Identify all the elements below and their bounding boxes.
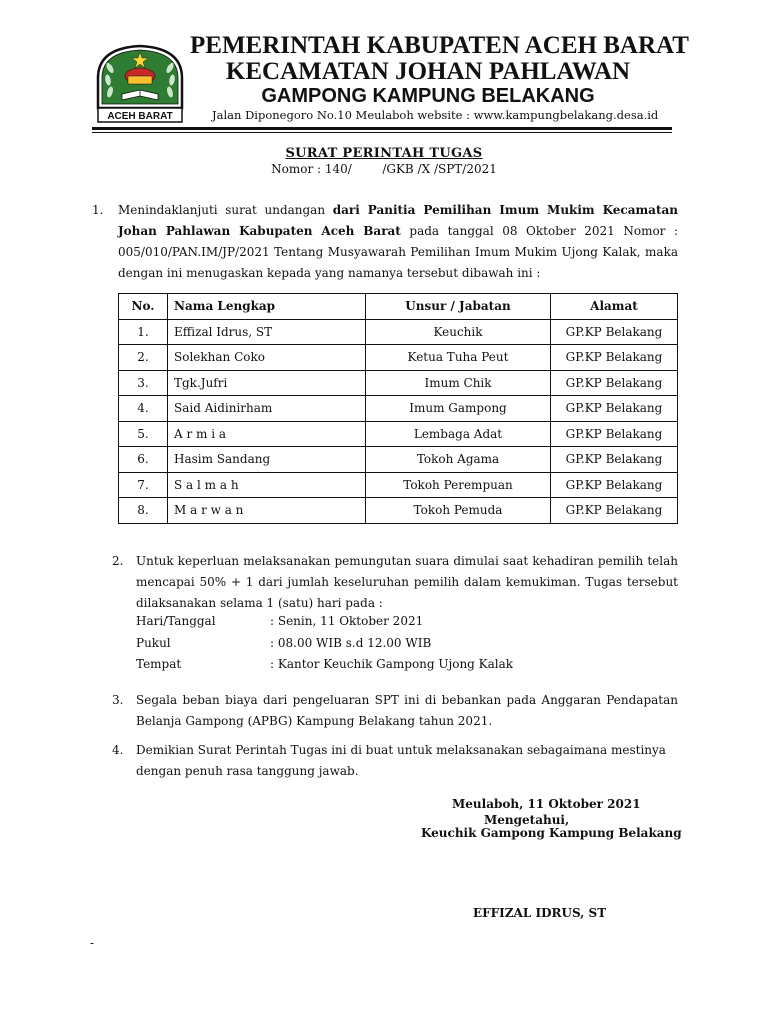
cell-address: GP.KP Belakang bbox=[551, 472, 678, 498]
table-row bbox=[119, 472, 678, 498]
paragraph-1-intro: Menindaklanjuti surat undangan bbox=[118, 203, 333, 217]
paragraph-3: Segala beban biaya dari pengeluaran SPT ini di bebankan pada Anggaran Pendapatan Belanja Gampong (APBG) Kampung Belakang tahun 2021. bbox=[136, 693, 678, 728]
header-rule-thin bbox=[92, 132, 672, 133]
cell-role: Tokoh Perempuan bbox=[366, 472, 551, 498]
cell-no: 6. bbox=[119, 447, 168, 473]
item-number-2: 2. bbox=[112, 554, 124, 568]
col-header-role: Unsur / Jabatan bbox=[366, 294, 551, 320]
cell-name: S a l m a h bbox=[168, 472, 366, 498]
table-header-row bbox=[119, 294, 678, 320]
cell-role: Imum Chik bbox=[366, 370, 551, 396]
signature-known: Mengetahui, bbox=[484, 813, 570, 827]
header-line-1: PEMERINTAH KABUPATEN ACEH BARAT bbox=[190, 32, 689, 59]
paragraph-1-rest: pada tanggal 08 Oktober 2021 Nomor : 005/010/PAN.IM/JP/2021 Tentang Musyawarah Pemilihan Imum Mukim Ujong Kalak, maka dengan ini menugaskan kepada yang namanya tersebut dibawah ini : bbox=[118, 224, 678, 280]
cell-name: Tgk.Jufri bbox=[168, 370, 366, 396]
cell-no: 5. bbox=[119, 421, 168, 447]
letter-title: SURAT PERINTAH TUGAS bbox=[285, 146, 483, 161]
cell-address: GP.KP Belakang bbox=[551, 421, 678, 447]
signature-position: Keuchik Gampong Kampung Belakang bbox=[421, 826, 682, 840]
item-number-3: 3. bbox=[112, 693, 124, 707]
cell-address: GP.KP Belakang bbox=[551, 370, 678, 396]
cell-name: M a r w a n bbox=[168, 498, 366, 524]
cell-name: Effizal Idrus, ST bbox=[168, 319, 366, 345]
cell-role: Ketua Tuha Peut bbox=[366, 345, 551, 371]
cell-no: 4. bbox=[119, 396, 168, 422]
cell-role: Lembaga Adat bbox=[366, 421, 551, 447]
col-header-no: No. bbox=[119, 294, 168, 320]
cell-no: 3. bbox=[119, 370, 168, 396]
schedule-place-label: Tempat bbox=[136, 657, 182, 671]
table-row bbox=[119, 370, 678, 396]
cell-role: Tokoh Pemuda bbox=[366, 498, 551, 524]
cell-name: A r m i a bbox=[168, 421, 366, 447]
schedule-day-value: : Senin, 11 Oktober 2021 bbox=[270, 614, 424, 628]
aceh-barat-logo bbox=[92, 38, 188, 124]
table-row bbox=[119, 447, 678, 473]
cell-address: GP.KP Belakang bbox=[551, 345, 678, 371]
schedule-day-label: Hari/Tanggal bbox=[136, 614, 216, 628]
schedule-place-value: : Kantor Keuchik Gampong Ujong Kalak bbox=[270, 657, 514, 671]
cell-no: 1. bbox=[119, 319, 168, 345]
cell-address: GP.KP Belakang bbox=[551, 447, 678, 473]
cell-no: 8. bbox=[119, 498, 168, 524]
footer-mark: - bbox=[90, 936, 95, 950]
cell-role: Imum Gampong bbox=[366, 396, 551, 422]
cell-name: Said Aidinirham bbox=[168, 396, 366, 422]
cell-role: Keuchik bbox=[366, 319, 551, 345]
assignment-table bbox=[118, 293, 678, 524]
signature-place-date: Meulaboh, 11 Oktober 2021 bbox=[452, 797, 641, 811]
schedule-time-value: : 08.00 WIB s.d 12.00 WIB bbox=[270, 636, 432, 650]
table-row bbox=[119, 498, 678, 524]
cell-role: Tokoh Agama bbox=[366, 447, 551, 473]
paragraph-1 bbox=[118, 200, 678, 284]
paragraph-1-bold: dari Panitia Pemilihan Imum Mukim Kecamatan Johan Pahlawan Kabupaten Aceh Barat bbox=[118, 203, 678, 238]
cell-name: Solekhan Coko bbox=[168, 345, 366, 371]
table-row bbox=[119, 421, 678, 447]
schedule-time-label: Pukul bbox=[136, 636, 171, 650]
header-line-3: GAMPONG KAMPUNG BELAKANG bbox=[261, 85, 595, 107]
cell-no: 7. bbox=[119, 472, 168, 498]
paragraph-4: Demikian Surat Perintah Tugas ini di buat untuk melaksanakan sebagaimana mestinya dengan penuh rasa tanggung jawab. bbox=[136, 743, 666, 778]
table-row bbox=[119, 396, 678, 422]
signature-name: EFFIZAL IDRUS, ST bbox=[473, 906, 607, 920]
header-address: Jalan Diponegoro No.10 Meulaboh website : www.kampungbelakang.desa.id bbox=[212, 108, 659, 122]
header-rule-thick bbox=[92, 127, 672, 130]
table-row bbox=[119, 345, 678, 371]
logo-banner-text: ACEH BARAT bbox=[107, 111, 173, 122]
cell-name: Hasim Sandang bbox=[168, 447, 366, 473]
col-header-name: Nama Lengkap bbox=[168, 294, 366, 320]
letter-number: Nomor : 140/ /GKB /X /SPT/2021 bbox=[271, 162, 497, 176]
cell-address: GP.KP Belakang bbox=[551, 396, 678, 422]
item-number-4: 4. bbox=[112, 743, 124, 757]
cell-address: GP.KP Belakang bbox=[551, 319, 678, 345]
paragraph-2: Untuk keperluan melaksanakan pemungutan suara dimulai saat kehadiran pemilih telah mencapai 50% + 1 dari jumlah keseluruhan pemilih dalam kemukiman. Tugas tersebut dilaksanakan selama 1 (satu) hari pada : bbox=[136, 554, 678, 610]
cell-no: 2. bbox=[119, 345, 168, 371]
header-line-2: KECAMATAN JOHAN PAHLAWAN bbox=[225, 58, 631, 85]
item-number-1: 1. bbox=[92, 203, 104, 217]
table-row bbox=[119, 319, 678, 345]
cell-address: GP.KP Belakang bbox=[551, 498, 678, 524]
col-header-address: Alamat bbox=[551, 294, 678, 320]
